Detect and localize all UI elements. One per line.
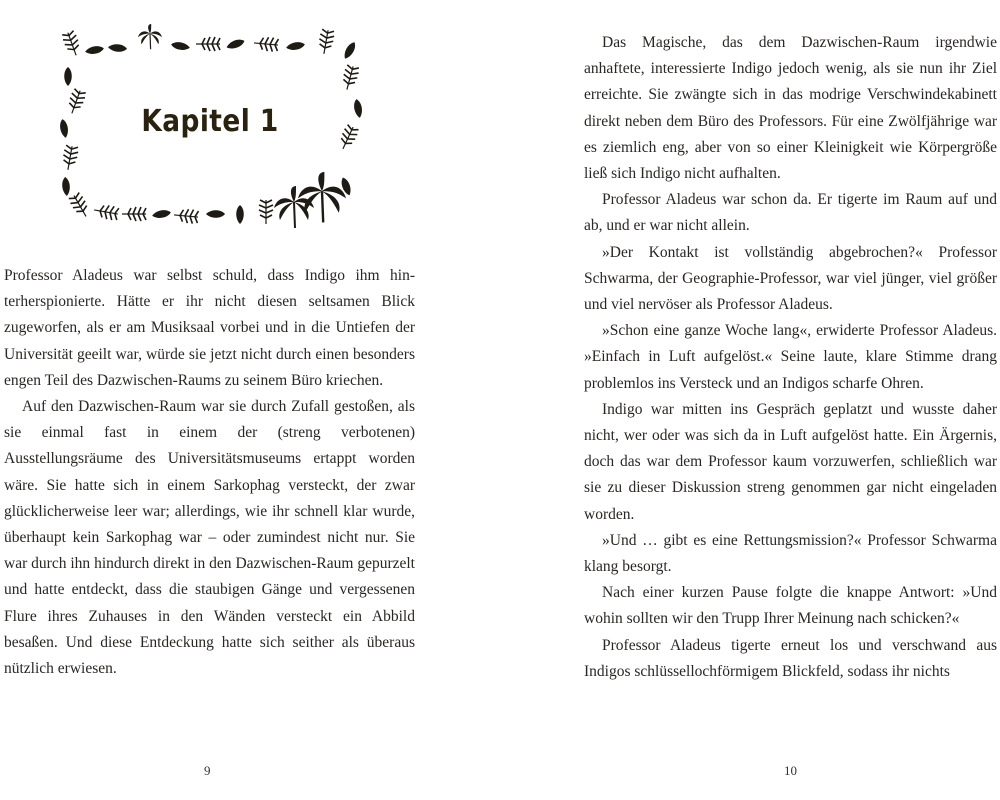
paragraph: Das Magische, das dem Dazwischen-Raum irgendwie anhaftete, interessierte Indigo jedoch wenig, als sie nun ihr Ziel erreichte. Sie zwängte sich in das modrige Verschwindekabinett direkt neben dem Büro des Professors. Für eine Zwölfjährige war es ziemlich eng, aber von so einer Kleinigkeit wie Körpergröße ließ sich Indigo nicht aufhalten.	[584, 34, 997, 183]
page-number-right: 10	[784, 763, 797, 778]
paragraph: Nach einer kurzen Pause folgte die knappe Antwort: »Und wohin sollten wir den Trupp Ihrer Meinung nach schicken?«	[584, 584, 997, 628]
right-page-body	[584, 30, 997, 685]
paragraph: Professor Aladeus tigerte erneut los und verschwand aus Indigos schlüssellochförmigem Blickfeld, sodass ihr nichts	[584, 636, 997, 680]
paragraph: Professor Aladeus war selbst schuld, dass Indigo ihm hinterherspionierte. Hätte er ihr nicht diesen seltsamen Blick zugeworfen, als er am Musiksaal vorbei und in die Untiefen der Universität geeilt war, würde sie jetzt nicht durch einen besonders engen Teil des Dazwischen-Raums zu seinem Büro kriechen.	[4, 267, 415, 389]
paragraph: »Und … gibt es eine Rettungsmission?« Professor Schwarma klang besorgt.	[584, 531, 997, 576]
page-number-left: 9	[204, 763, 211, 778]
chapter-title: Kapitel 1	[141, 104, 279, 139]
paragraph: Indigo war mitten ins Gespräch geplatzt und wusste daher nicht, wer oder was sich da in Luft aufgelöst hatte. Ein Ärgernis, doch das war dem Professor kaum vorzuwerfen, schließlich war sie zu dieser Diskussion streng genommen gar nicht eingeladen worden.	[584, 400, 997, 523]
left-page-body	[4, 263, 415, 682]
paragraph: »Der Kontakt ist vollständig abgebrochen?« Professor Schwarma, der Geographie-Professor, war viel jünger, viel größer und viel nervöser als Professor Aladeus.	[584, 243, 997, 314]
paragraph: Auf den Dazwischen-Raum war sie durch Zufall gestoßen, als sie einmal fast in einem der (streng verbotenen) Ausstellungsräume des Universitätsmuseums ertappt worden wäre. Sie hatte sich in einem Sarkophag versteckt, der zwar glücklicherweise leer war; allerdings, wie ihr schnell klar wurde, überhaupt kein Sarkophag war – oder zumindest nicht nur. Sie war durch ihn hindurch direkt in den Dazwischen-Raum gepurzelt und hatte entdeckt, dass die staubigen Gänge und vergessenen Flure ihres Zuhauses in den Wänden versteckt ein Abbild besaßen. Und diese Entdeckung hatte sich seither als überaus nützlich erwiesen.	[4, 398, 415, 678]
paragraph: »Schon eine ganze Woche lang«, erwiderte Professor Aladeus. »Einfach in Luft aufgelöst.« Seine laute, klare Stimme drang problemlos ins Versteck und an Indigos scharfe Ohren.	[584, 322, 997, 392]
paragraph: Professor Aladeus war schon da. Er tigerte im Raum auf und ab, und er war nicht allein.	[584, 191, 997, 235]
